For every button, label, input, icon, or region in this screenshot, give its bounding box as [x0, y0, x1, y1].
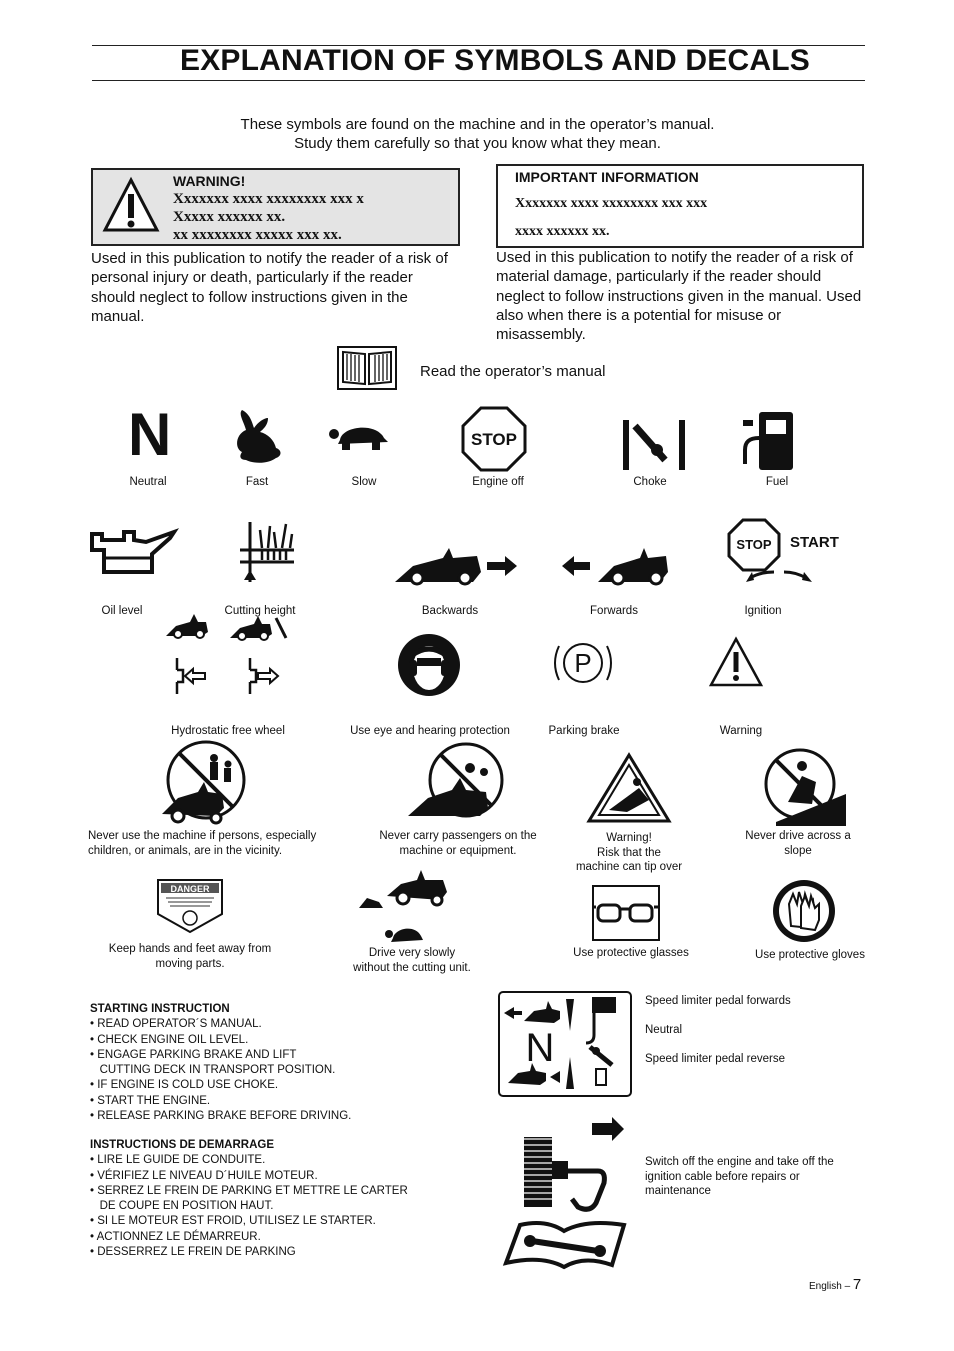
starting-item: • ENGAGE PARKING BRAKE AND LIFT — [90, 1048, 297, 1061]
gloves-label: Use protective gloves — [755, 949, 865, 961]
warning-triangle-icon — [101, 176, 161, 236]
manual-label: Read the operator’s manual — [420, 363, 606, 380]
starting-item: • CHECK ENGINE OIL LEVEL. — [90, 1033, 249, 1046]
oil-can-icon — [90, 528, 176, 574]
drive-slowly-line-1: Drive very slowly — [368, 947, 456, 959]
page-language: English – — [809, 1281, 853, 1292]
no-slope-icon — [762, 742, 848, 828]
warning-label: Warning — [719, 725, 763, 737]
parking-brake-label: Parking brake — [548, 725, 620, 737]
stop-word: STOP — [471, 430, 517, 449]
fast-label: Fast — [245, 476, 269, 488]
tip-over-line-1: Warning! — [606, 832, 652, 844]
warning-small-icon — [708, 636, 764, 688]
warning-line-1: Xxxxxxx xxxx xxxxxxxx xxx x — [173, 191, 364, 207]
intro-line-2: Study them carefully so that you know what they mean. — [294, 135, 661, 152]
info-line-2: xxxx xxxxxx xx. — [515, 224, 610, 239]
instructions-fr-item: DE COUPE EN POSITION HAUT. — [90, 1200, 274, 1213]
tip-over-line-2: Risk that the — [597, 846, 661, 859]
glasses-label: Use protective glasses — [573, 947, 689, 959]
mower-forwards-icon — [560, 544, 670, 586]
neutral-n-icon: N — [128, 401, 172, 468]
eye-hearing-label: Use eye and hearing protection — [350, 725, 510, 737]
drive-slowly-icon — [357, 862, 457, 944]
tip-over-warning-icon — [587, 752, 671, 824]
pedal-n-letter: N — [525, 1026, 555, 1070]
never-persons-label: Never use the machine if persons, especially children, or animals, are in the vicinity. — [88, 830, 317, 857]
info-line-1: Xxxxxxx xxxx xxxxxxxx xxx xxx — [515, 196, 708, 211]
rabbit-icon — [224, 408, 288, 466]
starting-instruction-heading: STARTING INSTRUCTION — [90, 1003, 230, 1015]
info-heading: IMPORTANT INFORMATION — [515, 169, 699, 185]
starting-item: • RELEASE PARKING BRAKE BEFORE DRIVING. — [90, 1110, 352, 1123]
danger-word: DANGER — [170, 884, 210, 894]
never-passengers-label: Never carry passengers on the machine or equipment. — [379, 830, 537, 857]
hydrostatic-label: Hydrostatic free wheel — [171, 725, 285, 737]
freewheel-left-arrow-icon — [173, 656, 207, 696]
ignition-start-word: START — [790, 534, 839, 551]
instructions-fr-item: • SI LE MOTEUR EST FROID, UTILISEZ LE STARTER. — [90, 1215, 376, 1228]
intro-text — [170, 115, 785, 153]
stop-octagon-icon — [461, 406, 527, 472]
backwards-label: Backwards — [421, 605, 479, 617]
choke-icon — [621, 418, 687, 472]
tip-over-label — [564, 831, 694, 875]
instructions-fr-item: • ACTIONNEZ LE DÉMARREUR. — [90, 1230, 261, 1243]
starting-item: • START THE ENGINE. — [90, 1094, 211, 1107]
fuel-pump-icon — [741, 410, 797, 472]
ignition-stop-word: STOP — [736, 537, 772, 552]
pedal-forwards-label: Speed limiter pedal forwards — [645, 995, 791, 1007]
important-info-box — [496, 164, 864, 248]
starting-instruction — [90, 1002, 470, 1124]
drive-slowly-label — [342, 946, 482, 975]
neutral-label: Neutral — [129, 476, 167, 488]
forwards-label: Forwards — [590, 605, 638, 617]
oil-level-label: Oil level — [101, 605, 143, 617]
parking-brake-icon — [551, 640, 615, 686]
warning-box — [91, 168, 460, 246]
drive-slowly-line-2: without the cutting unit. — [353, 961, 471, 974]
fuel-label: Fuel — [765, 476, 789, 488]
intro-line-1: These symbols are found on the machine and in the operator’s manual. — [240, 116, 715, 133]
protective-glasses-icon — [592, 885, 660, 941]
no-passengers-icon — [400, 742, 510, 822]
page-title: EXPLANATION OF SYMBOLS AND DECALS — [180, 44, 810, 77]
page-footer — [809, 1276, 861, 1293]
maintenance-cable-icon — [502, 1115, 632, 1275]
speed-pedal-decal-icon — [498, 991, 632, 1097]
warning-line-2: Xxxxx xxxxxx xx. — [173, 209, 286, 225]
danger-decal-icon — [156, 878, 224, 934]
instructions-fr — [90, 1138, 480, 1260]
instructions-fr-item: • SERREZ LE FREIN DE PARKING ET METTRE LE CARTER — [90, 1184, 408, 1197]
tip-over-line-3: machine can tip over — [575, 861, 683, 873]
cutting-height-icon — [238, 520, 296, 584]
pedal-reverse-label: Speed limiter pedal reverse — [645, 1053, 785, 1065]
pedal-neutral-label: Neutral — [645, 1024, 683, 1036]
turtle-icon — [328, 418, 392, 454]
engine-off-label: Engine off — [472, 476, 524, 488]
starting-item: • IF ENGINE IS COLD USE CHOKE. — [90, 1079, 279, 1092]
hydro-mower-left-icon — [164, 610, 210, 640]
never-slope-label: Never drive across a slope — [745, 830, 851, 857]
warning-description: Used in this publication to notify the reader of a risk of personal injury or death, particularly if the reader should neglect to follow instructions given in the manual. — [91, 250, 448, 325]
hands-feet-label: Keep hands and feet away from moving parts. — [108, 943, 272, 970]
hydro-mower-right-icon — [228, 612, 290, 642]
ignition-arrows-icon — [744, 568, 814, 584]
mower-backwards-icon — [393, 544, 521, 586]
protective-gloves-icon — [771, 878, 837, 944]
parking-letter: P — [574, 648, 592, 678]
instructions-fr-item: • DESSERREZ LE FREIN DE PARKING — [90, 1246, 296, 1259]
title-bottom-rule — [92, 80, 865, 81]
instructions-fr-heading: INSTRUCTIONS DE DEMARRAGE — [90, 1139, 275, 1151]
page-number: 7 — [852, 1276, 862, 1293]
warning-line-3: xx xxxxxxxx xxxxx xxx xx. — [173, 227, 342, 243]
instructions-fr-item: • VÉRIFIEZ LE NIVEAU D´HUILE MOTEUR. — [90, 1169, 318, 1182]
open-book-icon — [337, 346, 397, 390]
instructions-fr-item: • LIRE LE GUIDE DE CONDUITE. — [90, 1154, 266, 1167]
freewheel-right-arrow-icon — [246, 656, 280, 696]
maintenance-label: Switch off the engine and take off the ignition cable before repairs or maintenance — [645, 1156, 834, 1197]
starting-item: CUTTING DECK IN TRANSPORT POSITION. — [90, 1064, 336, 1077]
choke-label: Choke — [633, 476, 667, 488]
eye-hearing-protection-icon — [397, 632, 461, 698]
info-description: Used in this publication to notify the reader of a risk of material damage, particularly if the reader should neglect to follow instructions given in the manual. Used also when there is a potential for misuse or misassembly. — [496, 249, 862, 344]
starting-item: • READ OPERATOR´S MANUAL. — [90, 1018, 262, 1031]
slow-label: Slow — [351, 476, 377, 488]
ignition-label: Ignition — [744, 605, 782, 617]
cutting-height-label: Cutting height — [224, 605, 296, 617]
no-persons-icon — [158, 738, 250, 826]
warning-heading: WARNING! — [173, 173, 246, 189]
